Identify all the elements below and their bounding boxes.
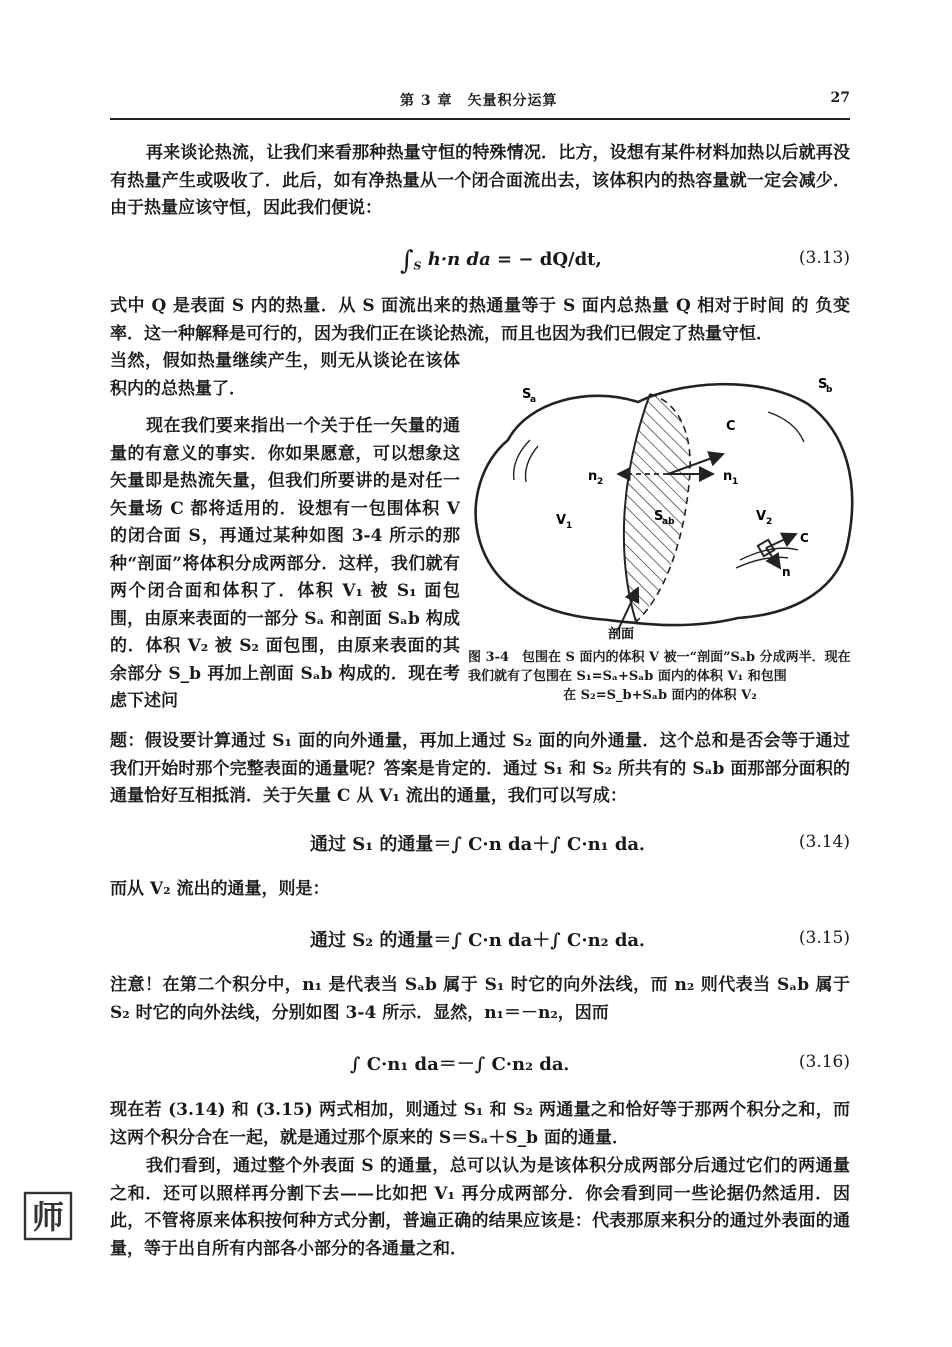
equation-number: (3.13)	[798, 248, 850, 268]
label-v2: V	[756, 509, 767, 524]
label-cut: 剖面	[608, 627, 635, 642]
label-n-small: n	[782, 565, 791, 579]
equation-number: (3.15)	[798, 928, 850, 948]
svg-text:2: 2	[766, 517, 773, 527]
svg-text:ab: ab	[662, 517, 675, 527]
figure-3-4-diagram	[468, 362, 860, 662]
equation-3-16: ∫ C·n₁ da＝－∫ C·n₂ da． (3.16)	[350, 1052, 850, 1075]
label-v1: V	[556, 513, 567, 528]
paragraph-flux-question: 题：假设要计算通过 S₁ 面的向外通量，再加上通过 S₂ 面的向外通量．这个总和是否会等于通过我们开始时那个完整表面的通量呢？答案是肯定的．通过 S₁ 和 S₂ 所共有的 Sₐb 面那部分面积的通量恰好互相抵消．关于矢量 C 从 V₁ 流出的通量，我们可以写成：	[110, 731, 850, 806]
label-n1: n	[723, 469, 733, 484]
equation-3-15: 通过 S₂ 的通量＝∫ C·n da＋∫ C·n₂ da． (3.15)	[310, 928, 850, 951]
svg-text:a: a	[530, 395, 537, 405]
label-c-small: C	[800, 531, 809, 545]
page-number: 27	[830, 90, 850, 106]
paragraph-flux-fact: 现在我们要来指出一个关于任一矢量的通量的有意义的事实．你如果愿意，可以想象这矢量即是热流矢量，但我们所要讲的是对任一矢量场 C 都将适用的．设想有一包围体积 V 的闭合面 S，再通过某种如图 3-4 所示的那种“剖面”将体积分成两部分．这样，我们就有两个闭合面和体积了．体积 V₁ 被 S₁ 面包围，由原来表面的一部分 Sₐ 和剖面 Sₐb 构成的．体积 V₂ 被 S₂ 面包围，由原来表面的其余部分 S_b 再加上剖面 Sₐb 构成的．现在考虑下述问	[110, 416, 460, 711]
label-sa: S	[522, 387, 532, 402]
label-n2: n	[588, 469, 598, 484]
figure-caption: 图 3-4 包围在 S 面内的体积 V 被一“剖面”Sₐb 分成两半．现在我们就有了包围在 S₁=Sₐ+Sₐb 面内的体积 V₁ 和包围 在 S₂=S_b+Sₐb 面内的体积 V₂	[468, 650, 851, 703]
paragraph-normals: 注意！在第二个积分中，n₁ 是代表当 Sₐb 属于 S₁ 时它的向外法线，而 n₂ 则代表当 Sₐb 属于 S₂ 时它的向外法线，分别如图 3-4 所示．显然，n₁＝－n₂，因而	[110, 975, 850, 1023]
paragraph-heat-flow: 再来谈论热流，让我们来看那种热量守恒的特殊情况．比方，设想有某件材料加热以后就再没有热量产生或吸收了．此后，如有净热量从一个闭合面流出去，该体积内的热容量就一定会减少．由于热量应该守恒，因此我们便说：	[110, 143, 850, 218]
equation-3-13: $\int_S$ h·n da = − dQ/dt, (3.13)	[400, 246, 850, 276]
svg-text:1: 1	[566, 521, 573, 531]
ink-stamp	[22, 1190, 74, 1242]
paragraph-v2-flux: 而从 V₂ 流出的通量，则是：	[110, 879, 330, 899]
running-header	[110, 90, 850, 116]
paragraph-interpretation: 式中 Q 是表面 S 内的热量．从 S 面流出来的热通量等于 S 面内总热量 Q 相对于时间 的 负变率．这一种解释是可行的，因为我们正在谈论热流，而且也因为我们已假定了热量守恒．	[110, 296, 850, 344]
label-c-vector: C	[726, 419, 736, 434]
header-rule	[110, 118, 850, 120]
paragraph-sum: 现在若 (3.14) 和 (3.15) 两式相加，则通过 S₁ 和 S₂ 两通量之和恰好等于那两个积分之和，而这两个积分合在一起，就是通过那个原来的 S＝Sₐ＋S_b 面的通量．	[110, 1100, 850, 1148]
equation-number: (3.16)	[798, 1052, 850, 1072]
svg-text:2: 2	[597, 477, 604, 487]
equation-number: (3.14)	[798, 832, 850, 852]
svg-text:1: 1	[732, 477, 739, 487]
label-sb: S	[818, 377, 828, 392]
label-sab: S	[654, 509, 664, 524]
svg-text:师: 师	[31, 1198, 65, 1236]
paragraph-conclusion: 我们看到，通过整个外表面 S 的通量，总可以认为是该体积分成两部分后通过它们的两通量之和．还可以照样再分割下去——比如把 V₁ 再分成两部分．你会看到同一些论据仍然适用．因此，不管将原来体积按何种方式分割，普遍正确的结果应该是：代表那原来积分的通过外表面的通量，等于出自所有内部各小部分的各通量之和．	[110, 1156, 850, 1259]
paragraph-heat-generated: 当然，假如热量继续产生，则无从谈论在该体积内的总热量了．	[110, 351, 460, 399]
equation-3-14: 通过 S₁ 的通量＝∫ C·n da＋∫ C·n₁ da． (3.14)	[310, 832, 850, 855]
svg-text:b: b	[826, 385, 833, 395]
cut-surface-hatching	[624, 394, 690, 622]
chapter-title: 第 3 章 矢量积分运算	[400, 93, 558, 109]
